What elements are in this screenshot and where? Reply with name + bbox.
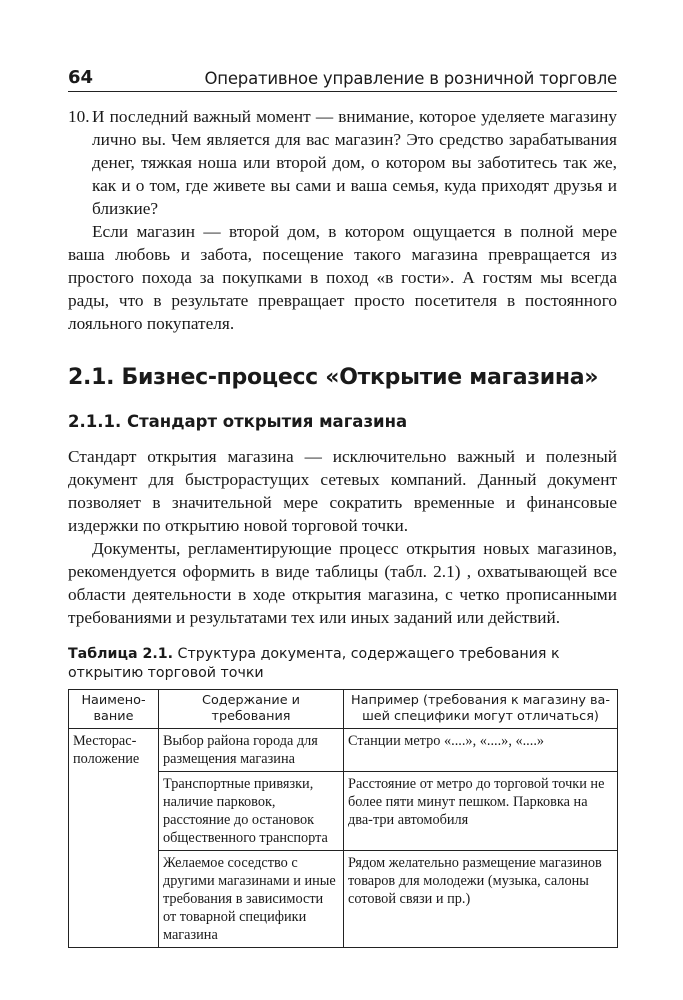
table-row xyxy=(69,851,618,948)
table-caption-text: Структура документа, содержащего требования к открытию торговой точки xyxy=(68,646,560,681)
table-header-row xyxy=(69,690,618,729)
header-example: Например (требования к магазину ва-шей специфики могут отличаться) xyxy=(344,690,618,729)
table-cell xyxy=(69,851,159,948)
page-number: 64 xyxy=(68,67,94,88)
section-paragraph-2: Документы, регламентирующие процесс открытия новых магазинов, рекомендуется оформить в виде таблицы (табл. 2.1) , охватывающей все области деятельности в ходе открытия магазина, с четко прописанными требованиями и результатами тех или иных заданий или действий. xyxy=(68,539,617,627)
list-item-10 xyxy=(68,105,617,220)
subsection-heading: 2.1.1. Стандарт открытия магазина xyxy=(68,412,408,431)
section-paragraph-1: Стандарт открытия магазина — исключительно важный и полезный документ для быстрорастущих сетевых компаний. Данный документ позволяет в значительной мере сократить временные и финансовые издержки по открытию новой торговой точки. xyxy=(68,447,617,535)
header-content: Содержание и требования xyxy=(159,690,344,729)
table-caption xyxy=(68,645,617,683)
table-caption-label: Таблица 2.1. xyxy=(68,646,174,662)
table-cell: Выбор района города для размещения магазина xyxy=(159,729,344,772)
header-name: Наимено-вание xyxy=(69,690,159,729)
list-item-text: И последний важный момент — внимание, которое уделяете магазину лично вы. Чем является для вас магазин? Это средство зарабатывания денег, тяжкая ноша или второй дом, о котором вы заботитесь так же, как и о том, где живете вы сами и ваша семья, куда приходят друзья и близкие? xyxy=(92,107,617,218)
page-header xyxy=(68,58,617,92)
table-row xyxy=(69,729,618,772)
table-cell: Расстояние от метро до торговой точки не более пяти минут пешком. Парковка на два-три автомобиля xyxy=(344,772,618,851)
table-cell: Станции метро «....», «....», «....» xyxy=(344,729,618,772)
list-item-number: 10. xyxy=(68,107,90,126)
table-cell: Транспортные привязки, наличие парковок, расстояние до остановок общественного транспорта xyxy=(159,772,344,851)
table-row xyxy=(69,772,618,851)
requirements-table xyxy=(68,689,618,948)
table-cell xyxy=(69,772,159,851)
section-heading: 2.1. Бизнес-процесс «Открытие магазина» xyxy=(68,365,599,390)
table-cell: Желаемое соседство с другими магазинами и иные требования в зависимости от товарной специфики магазина xyxy=(159,851,344,948)
table-cell: Рядом желательно размещение магазинов товаров для молодежи (музыка, салоны сотовой связи и пр.) xyxy=(344,851,618,948)
table-cell: Месторас-положение xyxy=(69,729,159,772)
intro-paragraph: Если магазин — второй дом, в котором ощущается в полной мере ваша любовь и забота, посещение такого магазина превращается из простого похода за покупками в поход «в гости». А гостям мы всегда рады, что в результате превращает просто посетителя в постоянного лояльного покупателя. xyxy=(68,222,617,333)
book-page xyxy=(68,58,617,948)
running-title: Оперативное управление в розничной торговле xyxy=(204,69,617,88)
